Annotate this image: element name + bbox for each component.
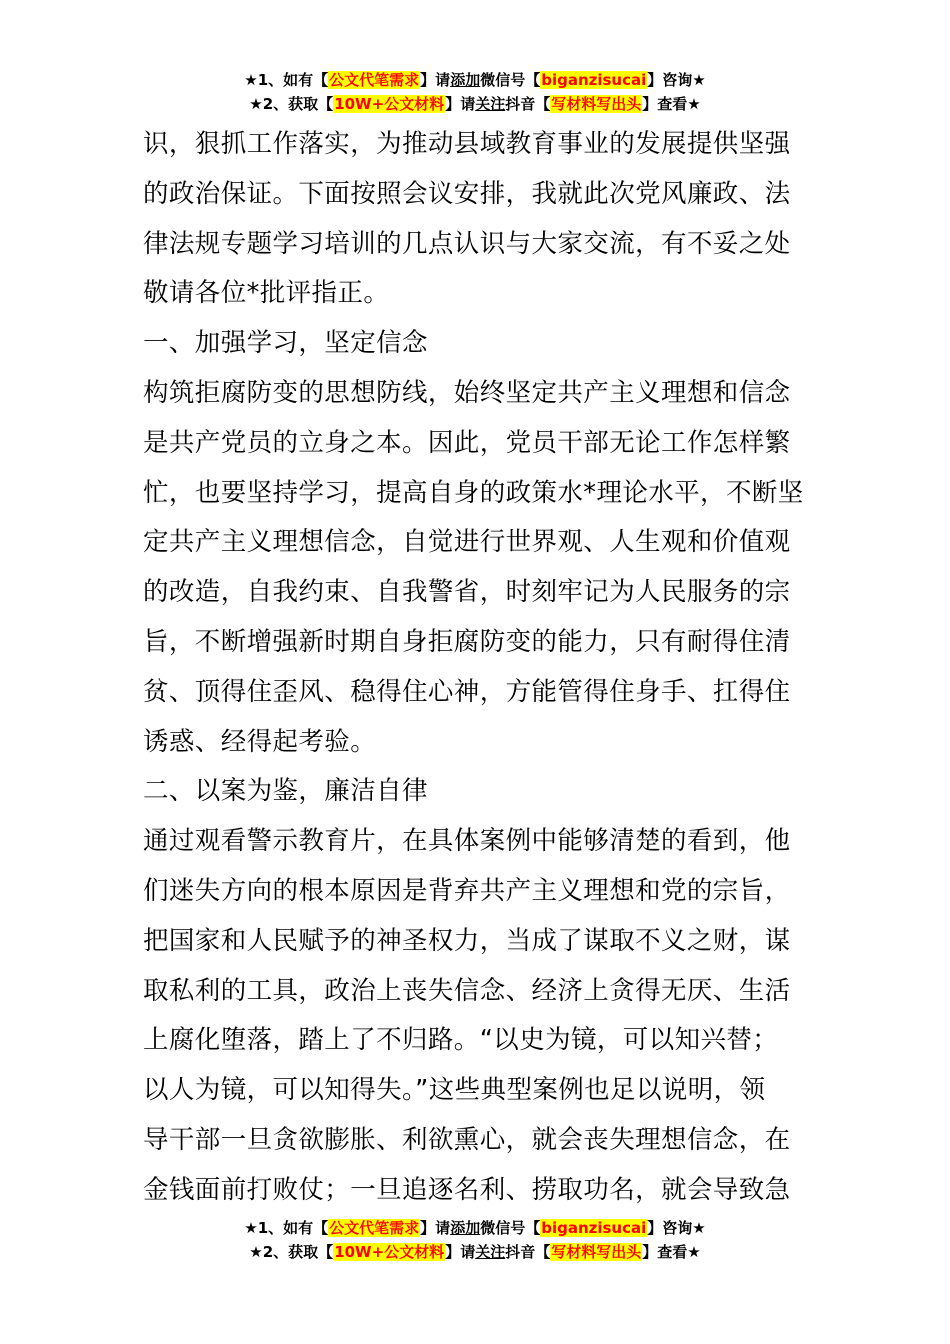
body-line: 忙，也要坚持学习，提高自身的政策水*理论水平，不断坚 <box>143 477 804 508</box>
body-line: 取私利的工具，政治上丧失信念、经济上贪得无厌、生活 <box>143 975 791 1006</box>
banner-text: 微信号【 <box>480 71 541 89</box>
banner-text: 】请 <box>420 1219 451 1237</box>
banner-text: 】请 <box>445 1243 476 1261</box>
banner-line-2 <box>0 92 950 116</box>
banner-line-1 <box>0 1216 950 1240</box>
banner-text-emphasis: 关注 <box>475 95 506 113</box>
banner-text: ★1、如有【 <box>244 71 329 89</box>
document-body <box>143 120 815 1216</box>
banner-text: 】咨询★ <box>647 71 706 89</box>
body-line: 上腐化堕落，踏上了不归路。“以史为镜，可以知兴替； <box>143 1025 779 1056</box>
body-line: 的政治保证。下面按照会议安排，我就此次党风廉政、法 <box>143 178 791 209</box>
highlight-douyin-account: 写材料写出头 <box>551 95 642 113</box>
banner-text: 】查看★ <box>642 95 701 113</box>
body-line: 的改造，自我约束、自我警省，时刻牢记为人民服务的宗 <box>143 577 791 608</box>
body-line: 以人为镜，可以知得失。”这些典型案例也足以说明，领 <box>143 1075 766 1106</box>
highlight-materials: 10W+公文材料 <box>334 1243 445 1261</box>
highlight-wechat-id: biganzisucai <box>541 71 647 89</box>
highlight-materials: 10W+公文材料 <box>334 95 445 113</box>
section-heading: 一、加强学习，坚定信念 <box>143 328 428 359</box>
highlight-service: 公文代笔需求 <box>329 1219 420 1237</box>
banner-text: ★2、获取【 <box>249 95 334 113</box>
banner-text: 】请 <box>445 95 476 113</box>
banner-text: 】查看★ <box>642 1243 701 1261</box>
banner-text-emphasis: 关注 <box>475 1243 506 1261</box>
banner-text: 】咨询★ <box>647 1219 706 1237</box>
banner-text-emphasis: 添加 <box>450 1219 481 1237</box>
body-line: 是共产党员的立身之本。因此，党员干部无论工作怎样繁 <box>143 427 791 458</box>
body-line: 律法规专题学习培训的几点认识与大家交流，有不妥之处 <box>143 228 791 259</box>
body-line: 通过观看警示教育片，在具体案例中能够清楚的看到，他 <box>143 826 791 857</box>
body-line: 们迷失方向的根本原因是背弃共产主义理想和党的宗旨， <box>143 875 791 906</box>
banner-text: 抖音【 <box>505 1243 551 1261</box>
banner-text: ★1、如有【 <box>244 1219 329 1237</box>
body-line: 把国家和人民赋予的神圣权力，当成了谋取不义之财，谋 <box>143 925 791 956</box>
banner-line-2 <box>0 1240 950 1264</box>
header-banner <box>0 68 950 116</box>
body-line: 定共产主义理想信念，自觉进行世界观、人生观和价值观 <box>143 527 791 558</box>
highlight-wechat-id: biganzisucai <box>541 1219 647 1237</box>
footer-banner <box>0 1216 950 1264</box>
body-line: 贫、顶得住歪风、稳得住心神，方能管得住身手、扛得住 <box>143 676 791 707</box>
highlight-service: 公文代笔需求 <box>329 71 420 89</box>
banner-text: 微信号【 <box>480 1219 541 1237</box>
banner-text-emphasis: 添加 <box>450 71 481 89</box>
body-line: 敬请各位*批评指正。 <box>143 278 390 309</box>
banner-text: 】请 <box>420 71 451 89</box>
body-line: 诱惑、经得起考验。 <box>143 726 377 757</box>
section-heading: 二、以案为鉴，廉洁自律 <box>143 776 428 807</box>
highlight-douyin-account: 写材料写出头 <box>551 1243 642 1261</box>
body-line: 识，狠抓工作落实，为推动县域教育事业的发展提供坚强 <box>143 129 791 159</box>
body-line: 导干部一旦贪欲膨胀、利欲熏心，就会丧失理想信念，在 <box>143 1124 791 1155</box>
body-line: 构筑拒腐防变的思想防线，始终坚定共产主义理想和信念 <box>143 377 791 408</box>
body-line: 金钱面前打败仗；一旦追逐名利、捞取功名，就会导致急 <box>143 1174 791 1205</box>
banner-text: ★2、获取【 <box>249 1243 334 1261</box>
body-line: 旨，不断增强新时期自身拒腐防变的能力，只有耐得住清 <box>143 626 791 657</box>
banner-line-1 <box>0 68 950 92</box>
banner-text: 抖音【 <box>505 95 551 113</box>
